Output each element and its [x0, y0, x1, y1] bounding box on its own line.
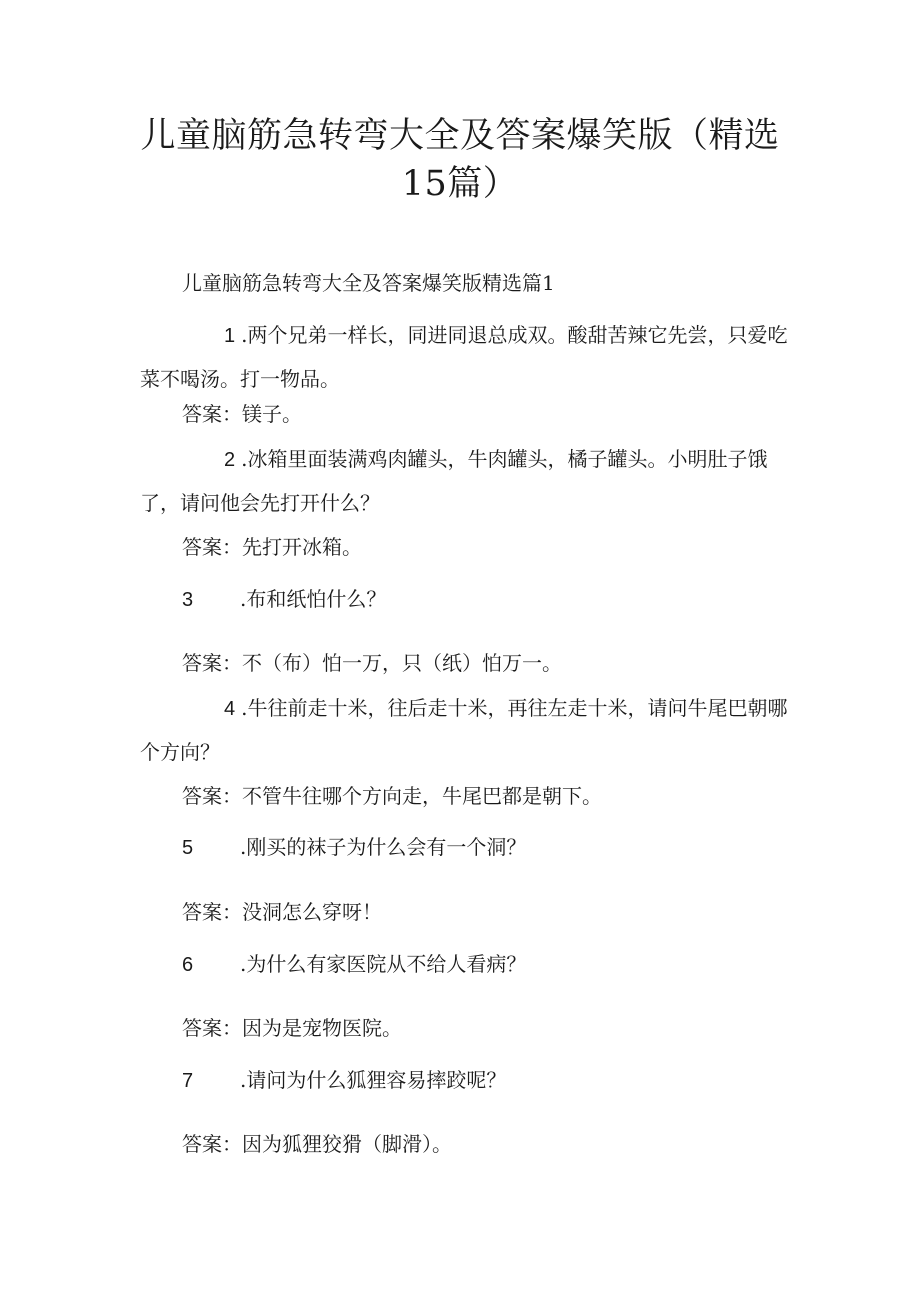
question-text: .刚买的袜子为什么会有一个洞？	[240, 835, 527, 859]
question-number: 4	[224, 698, 236, 720]
question-number: 7	[182, 1070, 194, 1092]
question-7	[182, 1065, 506, 1096]
question-number: 2	[224, 449, 236, 471]
question-text: .请问为什么狐狸容易摔跤呢？	[240, 1068, 507, 1092]
question-4	[140, 687, 790, 774]
question-text: .冰箱里面装满鸡肉罐头，牛肉罐头，橘子罐头。小明肚子饿了，请问他会先打开什么？	[140, 447, 768, 515]
question-6	[182, 949, 526, 980]
question-number: 6	[182, 954, 194, 976]
question-text: .布和纸怕什么？	[240, 587, 387, 611]
question-text: .牛往前走十米，往后走十米，再往左走十米，请问牛尾巴朝哪个方向？	[140, 696, 788, 764]
question-3	[182, 584, 386, 615]
question-text: .为什么有家医院从不给人看病？	[240, 952, 527, 976]
question-number: 3	[182, 589, 194, 611]
answer-6: 答案：因为是宠物医院。	[182, 1016, 402, 1040]
question-5	[182, 832, 526, 863]
question-number: 5	[182, 837, 194, 859]
section-heading: 儿童脑筋急转弯大全及答案爆笑版精选篇1	[182, 271, 555, 295]
document-title: 儿童脑筋急转弯大全及答案爆笑版（精选15篇）	[140, 116, 780, 204]
answer-4: 答案：不管牛往哪个方向走，牛尾巴都是朝下。	[182, 784, 602, 808]
answer-5: 答案：没洞怎么穿呀！	[182, 900, 382, 924]
answer-7: 答案：因为狐狸狡猾（脚滑）。	[182, 1132, 452, 1156]
question-number: 1	[224, 325, 236, 347]
answer-3: 答案：不（布）怕一万，只（纸）怕万一。	[182, 651, 562, 675]
answer-2: 答案：先打开冰箱。	[182, 535, 362, 559]
question-2	[140, 438, 790, 525]
answer-1: 答案：镁子。	[182, 402, 302, 426]
question-text: .两个兄弟一样长，同进同退总成双。酸甜苦辣它先尝，只爱吃菜不喝汤。打一物品。	[140, 323, 788, 391]
question-1	[140, 314, 790, 401]
